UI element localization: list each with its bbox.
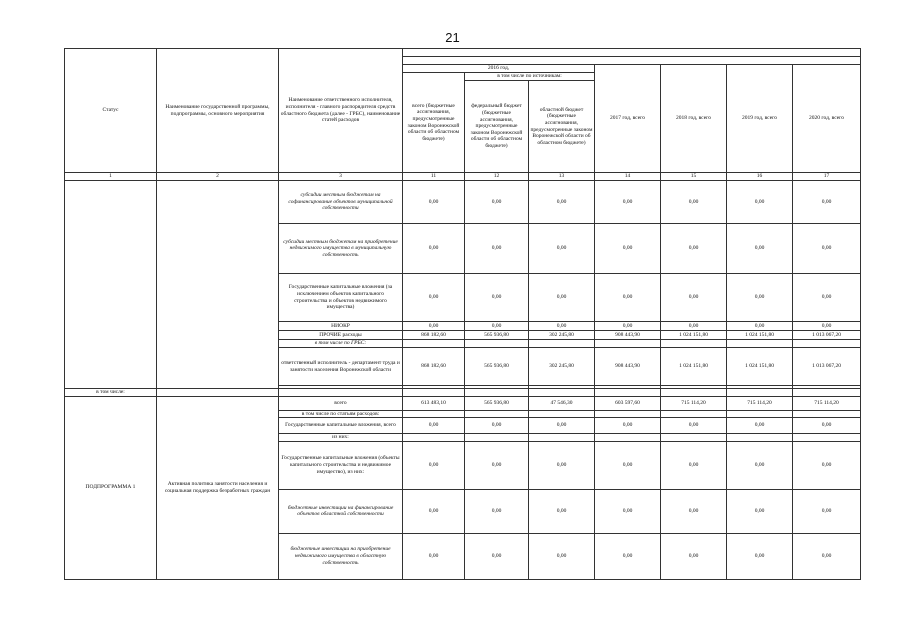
cell-value: 715 114,20 (661, 396, 727, 410)
row-label: субсидии местным бюджетам на софинансирование объектов муниципальной собственности (279, 181, 403, 224)
header-sources: в том числе по источникам: (465, 73, 595, 81)
cell-value: 565 936,80 (465, 396, 529, 410)
col-number: 14 (595, 173, 661, 181)
cell-value: 908 443,90 (595, 331, 661, 340)
cell-value: 0,00 (529, 181, 595, 224)
cell-value: 0,00 (529, 441, 595, 489)
row-label: в том числе по ГРБС: (279, 340, 403, 348)
cell-value: 0,00 (465, 418, 529, 434)
cell-value: 0,00 (793, 418, 861, 434)
cell-value: 603 597,60 (595, 396, 661, 410)
header-y2017: 2017 год, всего (595, 65, 661, 173)
cell-value: 0,00 (793, 533, 861, 579)
status-cell-empty (65, 181, 157, 389)
cell-value: 1 013 067,20 (793, 331, 861, 340)
cell-value: 0,00 (595, 489, 661, 533)
row-label: из них: (279, 434, 403, 442)
cell-value: 0,00 (529, 489, 595, 533)
col-number: 2 (157, 173, 279, 181)
cell-value: 0,00 (595, 441, 661, 489)
cell-value: 0,00 (595, 533, 661, 579)
cell-value: 0,00 (661, 441, 727, 489)
cell-value: 0,00 (529, 418, 595, 434)
cell-value: 0,00 (793, 274, 861, 322)
cell-value: 868 182,60 (403, 348, 465, 386)
header-status: Статус (65, 49, 157, 173)
cell-value: 0,00 (465, 274, 529, 322)
cell-value: 0,00 (793, 489, 861, 533)
header-program-name: Наименование государственной программы, подпрограммы, основного мероприятия (157, 49, 279, 173)
cell-value: 0,00 (793, 322, 861, 331)
cell-value: 0,00 (595, 274, 661, 322)
cell-value: 0,00 (661, 418, 727, 434)
cell-value: 613 483,10 (403, 396, 465, 410)
row-label: всего (279, 396, 403, 410)
cell-value: 0,00 (465, 322, 529, 331)
cell-value: 0,00 (793, 181, 861, 224)
subprogram-status: ПОДПРОГРАММА 1 (65, 396, 157, 579)
row-label: в том числе: (65, 389, 157, 397)
col-number: 17 (793, 173, 861, 181)
cell-value: 868 182,60 (403, 331, 465, 340)
col-number: 11 (403, 173, 465, 181)
cell-value: 0,00 (529, 322, 595, 331)
cell-value: 1 024 151,80 (661, 348, 727, 386)
header-blank (403, 49, 861, 57)
row-label: ответственный исполнитель - департамент труда и занятости населения Воронежской области (279, 348, 403, 386)
header-y2020: 2020 год, всего (793, 65, 861, 173)
col-number: 12 (465, 173, 529, 181)
cell-value: 0,00 (403, 224, 465, 274)
cell-value: 302 245,80 (529, 331, 595, 340)
column-number-row (65, 173, 861, 181)
cell-value: 0,00 (727, 489, 793, 533)
row-label: бюджетные инвестиции на финансирование объектов областной собственности (279, 489, 403, 533)
cell-value: 0,00 (727, 418, 793, 434)
cell-value: 565 936,80 (465, 331, 529, 340)
row-label: Государственные капитальные вложения, всего (279, 418, 403, 434)
cell-value: 0,00 (403, 418, 465, 434)
cell-value: 0,00 (403, 181, 465, 224)
col-number: 13 (529, 173, 595, 181)
header-executor: Наименование ответственного исполнителя, исполнителя - главного распорядителя средств областного бюджета (далее - ГРБС), наименование статей расходов (279, 49, 403, 173)
header-federal: федеральный бюджет (бюджетные ассигнования, предусмотренные законом Воронежской области об областном бюджете) (465, 81, 529, 173)
cell-value: 0,00 (595, 418, 661, 434)
cell-value: 0,00 (403, 322, 465, 331)
cell-value: 0,00 (661, 274, 727, 322)
header-total: всего (бюджетные ассигнования, предусмотренные законом Воронежской области об областном бюджете) (403, 73, 465, 173)
row-label: Государственные капитальные вложения (объекты капитального строительства и недвижимое имущество), из них: (279, 441, 403, 489)
cell-value: 0,00 (403, 274, 465, 322)
cell-value: 1 024 151,80 (727, 331, 793, 340)
cell-value: 0,00 (727, 322, 793, 331)
header-y2019: 2019 год, всего (727, 65, 793, 173)
budget-table (64, 48, 861, 580)
col-number: 1 (65, 173, 157, 181)
header-spacer-row (65, 49, 861, 57)
cell-value: 0,00 (727, 533, 793, 579)
cell-value: 715 114,20 (793, 396, 861, 410)
program-cell-empty (157, 181, 279, 389)
cell-value: 0,00 (595, 181, 661, 224)
cell-value: 0,00 (793, 441, 861, 489)
table-row (65, 181, 861, 224)
cell-value: 1 024 151,80 (727, 348, 793, 386)
cell-value: 47 546,30 (529, 396, 595, 410)
cell-value: 0,00 (595, 322, 661, 331)
cell-value: 0,00 (465, 489, 529, 533)
cell-value: 0,00 (403, 489, 465, 533)
cell-value: 908 443,90 (595, 348, 661, 386)
row-label: в том числе по статьям расходов: (279, 410, 403, 418)
page-number: 21 (445, 30, 460, 45)
cell-value: 0,00 (727, 274, 793, 322)
table-row (65, 396, 861, 410)
row-label: НИОКР (279, 322, 403, 331)
header-regional: областной бюджет (бюджетные ассигнования, предусмотренные законом Воронежской области об областном бюджете) (529, 81, 595, 173)
cell-value: 0,00 (661, 322, 727, 331)
row-label: бюджетные инвестиции на приобретение недвижимого имущества в областную собственность (279, 533, 403, 579)
col-number: 15 (661, 173, 727, 181)
cell-value: 0,00 (595, 224, 661, 274)
cell-value: 0,00 (403, 441, 465, 489)
cell-value: 0,00 (727, 181, 793, 224)
cell-value: 715 114,20 (727, 396, 793, 410)
cell-value: 0,00 (465, 441, 529, 489)
row-label: ПРОЧИЕ расходы (279, 331, 403, 340)
header-blank-2 (403, 57, 861, 65)
cell-value: 1 013 067,20 (793, 348, 861, 386)
cell-value: 0,00 (727, 224, 793, 274)
cell-value: 0,00 (529, 533, 595, 579)
header-year-2016: 2016 год, (403, 65, 595, 73)
subprogram-name: Активная политика занятости населения и социальная поддержка безработных граждан (157, 396, 279, 579)
row-label: Государственные капитальные вложения (за исключением объектов капитального строительства и объектов недвижимого имущества) (279, 274, 403, 322)
cell-value: 565 936,80 (465, 348, 529, 386)
cell-value: 0,00 (529, 224, 595, 274)
cell-value: 0,00 (403, 533, 465, 579)
cell-value: 0,00 (465, 224, 529, 274)
cell-value: 0,00 (465, 181, 529, 224)
cell-value: 302 245,80 (529, 348, 595, 386)
cell-value: 1 024 151,80 (661, 331, 727, 340)
col-number: 3 (279, 173, 403, 181)
cell-value: 0,00 (793, 224, 861, 274)
col-number: 16 (727, 173, 793, 181)
cell-value: 0,00 (661, 533, 727, 579)
table-row (65, 389, 861, 397)
row-label: субсидии местным бюджетам на приобретение недвижимого имущества в муниципальную собственность (279, 224, 403, 274)
cell-value: 0,00 (529, 274, 595, 322)
cell-value: 0,00 (661, 489, 727, 533)
cell-value: 0,00 (661, 224, 727, 274)
cell-value: 0,00 (661, 181, 727, 224)
cell-value: 0,00 (727, 441, 793, 489)
cell-value: 0,00 (465, 533, 529, 579)
header-y2018: 2018 год, всего (661, 65, 727, 173)
